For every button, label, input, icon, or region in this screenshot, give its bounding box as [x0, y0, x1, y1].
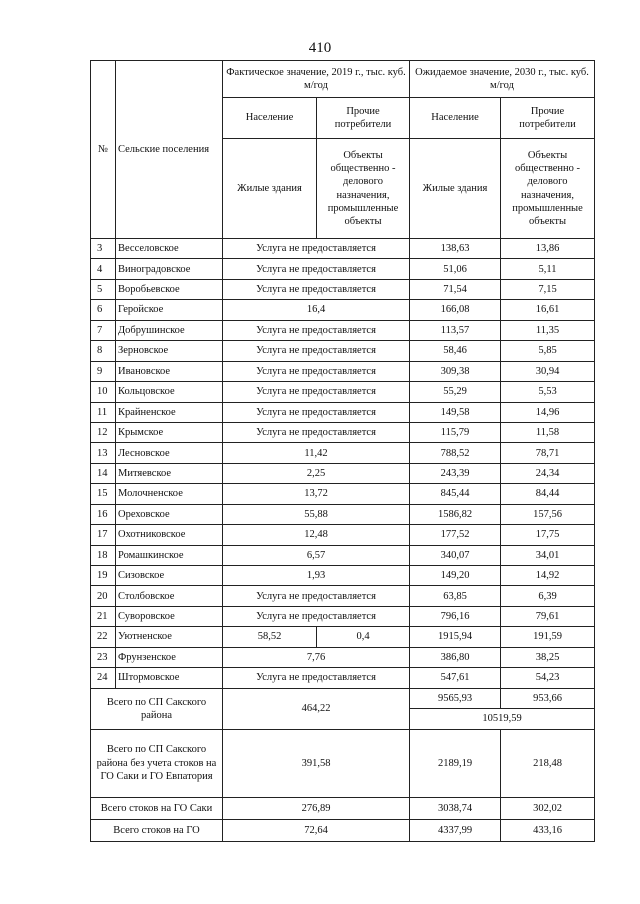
settlement-name: Фрунзенское: [116, 647, 223, 667]
table-row: [91, 382, 595, 402]
settlement-name: Крайненское: [116, 402, 223, 422]
expected-other-value: 79,61: [501, 606, 595, 626]
expected-other-value: 11,35: [501, 320, 595, 340]
actual-value: Услуга не предоставляется: [223, 259, 410, 279]
expected-other-value: 34,01: [501, 545, 595, 565]
table-row: [91, 259, 595, 279]
row-number: 22: [91, 627, 116, 647]
total-saki-other: 302,02: [501, 797, 595, 819]
settlement-name: Воробьевское: [116, 279, 223, 299]
expected-other-value: 38,25: [501, 647, 595, 667]
row-number: 18: [91, 545, 116, 565]
expected-population-value: 243,39: [410, 463, 501, 483]
actual-value: Услуга не предоставляется: [223, 361, 410, 381]
actual-value: 2,25: [223, 463, 410, 483]
header-expected: Ожидаемое значение, 2030 г., тыс. куб. м/год: [410, 61, 595, 98]
actual-value: Услуга не предоставляется: [223, 239, 410, 259]
settlement-name: Ромашкинское: [116, 545, 223, 565]
header-settlements: Сельские поселения: [116, 61, 223, 239]
table-row: [91, 422, 595, 442]
actual-value: Услуга не предоставляется: [223, 402, 410, 422]
header-expected-population: Население: [410, 98, 501, 139]
row-number: 15: [91, 484, 116, 504]
expected-other-value: 30,94: [501, 361, 595, 381]
expected-other-value: 157,56: [501, 504, 595, 524]
total-row-pop: 9565,93: [410, 688, 501, 709]
expected-other-value: 7,15: [501, 279, 595, 299]
row-number: 6: [91, 300, 116, 320]
row-number: 7: [91, 320, 116, 340]
total-row-actual: 464,22: [223, 688, 410, 729]
settlement-name: Столбовское: [116, 586, 223, 606]
actual-value: Услуга не предоставляется: [223, 606, 410, 626]
actual-value: Услуга не предоставляется: [223, 279, 410, 299]
total-saki-actual: 276,89: [223, 797, 410, 819]
total-go-actual: 72,64: [223, 819, 410, 841]
total-excl-label: Всего по СП Сакского района без учета стоков на ГО Саки и ГО Евпатория: [91, 729, 223, 797]
actual-value: Услуга не предоставляется: [223, 382, 410, 402]
header-expected-other: Прочие потребители: [501, 98, 595, 139]
total-saki-pop: 3038,74: [410, 797, 501, 819]
expected-population-value: 149,20: [410, 566, 501, 586]
expected-population-value: 547,61: [410, 668, 501, 688]
table-row: [91, 402, 595, 422]
settlement-name: Сизовское: [116, 566, 223, 586]
settlement-name: Уютненское: [116, 627, 223, 647]
expected-other-value: 5,53: [501, 382, 595, 402]
settlement-name: Виноградовское: [116, 259, 223, 279]
expected-population-value: 71,54: [410, 279, 501, 299]
settlement-name: Ивановское: [116, 361, 223, 381]
settlement-name: Охотниковское: [116, 525, 223, 545]
row-number: 24: [91, 668, 116, 688]
row-number: 4: [91, 259, 116, 279]
table-row: [91, 341, 595, 361]
header-actual: Фактическое значение, 2019 г., тыс. куб. м/год: [223, 61, 410, 98]
settlement-name: Ореховское: [116, 504, 223, 524]
expected-other-value: 191,59: [501, 627, 595, 647]
expected-other-value: 24,34: [501, 463, 595, 483]
settlement-name: Крымское: [116, 422, 223, 442]
expected-other-value: 16,61: [501, 300, 595, 320]
table-row: [91, 627, 595, 647]
settlement-name: Молочненское: [116, 484, 223, 504]
expected-other-value: 5,85: [501, 341, 595, 361]
expected-population-value: 796,16: [410, 606, 501, 626]
settlement-name: Лесновское: [116, 443, 223, 463]
table-row: [91, 320, 595, 340]
total-go-label: Всего стоков на ГО: [91, 819, 223, 841]
expected-population-value: 166,08: [410, 300, 501, 320]
total-row-label: Всего по СП Сакского района: [91, 688, 223, 729]
expected-other-value: 84,44: [501, 484, 595, 504]
row-number: 3: [91, 239, 116, 259]
row-number: 14: [91, 463, 116, 483]
expected-other-value: 6,39: [501, 586, 595, 606]
expected-population-value: 58,46: [410, 341, 501, 361]
table-row: [91, 279, 595, 299]
row-number: 20: [91, 586, 116, 606]
header-actual-population: Население: [223, 98, 317, 139]
table-row: [91, 545, 595, 565]
header-actual-residential: Жилые здания: [223, 139, 317, 239]
actual-value: 7,76: [223, 647, 410, 667]
actual-value: 55,88: [223, 504, 410, 524]
table-row: [91, 606, 595, 626]
actual-other-value: 0,4: [317, 627, 410, 647]
actual-population-value: 58,52: [223, 627, 317, 647]
settlement-name: Добрушинское: [116, 320, 223, 340]
expected-other-value: 13,86: [501, 239, 595, 259]
settlement-name: Зерновское: [116, 341, 223, 361]
header-num: №: [91, 61, 116, 239]
actual-value: 11,42: [223, 443, 410, 463]
expected-other-value: 17,75: [501, 525, 595, 545]
settlement-name: Митяевское: [116, 463, 223, 483]
table-row: [91, 504, 595, 524]
settlement-name: Кольцовское: [116, 382, 223, 402]
row-number: 5: [91, 279, 116, 299]
page-number: 410: [308, 40, 332, 56]
row-number: 21: [91, 606, 116, 626]
expected-population-value: 55,29: [410, 382, 501, 402]
expected-population-value: 788,52: [410, 443, 501, 463]
total-excl-actual: 391,58: [223, 729, 410, 797]
header-actual-other: Прочие потребители: [317, 98, 410, 139]
total-row-sum: 10519,59: [410, 709, 595, 730]
expected-population-value: 309,38: [410, 361, 501, 381]
settlement-name: Весселовское: [116, 239, 223, 259]
table-row: [91, 647, 595, 667]
row-number: 11: [91, 402, 116, 422]
table-row: [91, 239, 595, 259]
row-number: 17: [91, 525, 116, 545]
table-row: [91, 300, 595, 320]
table-row: [91, 668, 595, 688]
expected-population-value: 1915,94: [410, 627, 501, 647]
settlement-name: Геройское: [116, 300, 223, 320]
table-row: [91, 566, 595, 586]
settlement-name: Штормовское: [116, 668, 223, 688]
total-row-other: 953,66: [501, 688, 595, 709]
expected-other-value: 14,96: [501, 402, 595, 422]
table-row: [91, 586, 595, 606]
table-row: [91, 525, 595, 545]
table-row: [91, 443, 595, 463]
row-number: 12: [91, 422, 116, 442]
expected-other-value: 54,23: [501, 668, 595, 688]
actual-value: 16,4: [223, 300, 410, 320]
table-row: [91, 484, 595, 504]
expected-population-value: 138,63: [410, 239, 501, 259]
expected-population-value: 51,06: [410, 259, 501, 279]
total-go-other: 433,16: [501, 819, 595, 841]
row-number: 9: [91, 361, 116, 381]
row-number: 19: [91, 566, 116, 586]
total-excl-other: 218,48: [501, 729, 595, 797]
actual-value: 12,48: [223, 525, 410, 545]
row-number: 10: [91, 382, 116, 402]
row-number: 8: [91, 341, 116, 361]
header-expected-objects: Объекты общественно - делового назначения, промышленные объекты: [501, 139, 595, 239]
total-excl-pop: 2189,19: [410, 729, 501, 797]
expected-other-value: 5,11: [501, 259, 595, 279]
expected-other-value: 11,58: [501, 422, 595, 442]
expected-population-value: 149,58: [410, 402, 501, 422]
row-number: 16: [91, 504, 116, 524]
total-go-pop: 4337,99: [410, 819, 501, 841]
expected-population-value: 177,52: [410, 525, 501, 545]
expected-population-value: 115,79: [410, 422, 501, 442]
header-expected-residential: Жилые здания: [410, 139, 501, 239]
actual-value: 6,57: [223, 545, 410, 565]
table-row: [91, 361, 595, 381]
row-number: 13: [91, 443, 116, 463]
actual-value: Услуга не предоставляется: [223, 422, 410, 442]
table-row: [91, 463, 595, 483]
expected-population-value: 1586,82: [410, 504, 501, 524]
actual-value: Услуга не предоставляется: [223, 320, 410, 340]
actual-value: Услуга не предоставляется: [223, 341, 410, 361]
total-saki-label: Всего стоков на ГО Саки: [91, 797, 223, 819]
expected-population-value: 845,44: [410, 484, 501, 504]
expected-population-value: 386,80: [410, 647, 501, 667]
actual-value: 1,93: [223, 566, 410, 586]
expected-population-value: 340,07: [410, 545, 501, 565]
expected-other-value: 14,92: [501, 566, 595, 586]
actual-value: 13,72: [223, 484, 410, 504]
expected-other-value: 78,71: [501, 443, 595, 463]
expected-population-value: 63,85: [410, 586, 501, 606]
expected-population-value: 113,57: [410, 320, 501, 340]
row-number: 23: [91, 647, 116, 667]
actual-value: Услуга не предоставляется: [223, 586, 410, 606]
header-actual-objects: Объекты общественно - делового назначения, промышленные объекты: [317, 139, 410, 239]
settlement-name: Суворовское: [116, 606, 223, 626]
water-consumption-table: [90, 60, 595, 842]
actual-value: Услуга не предоставляется: [223, 668, 410, 688]
